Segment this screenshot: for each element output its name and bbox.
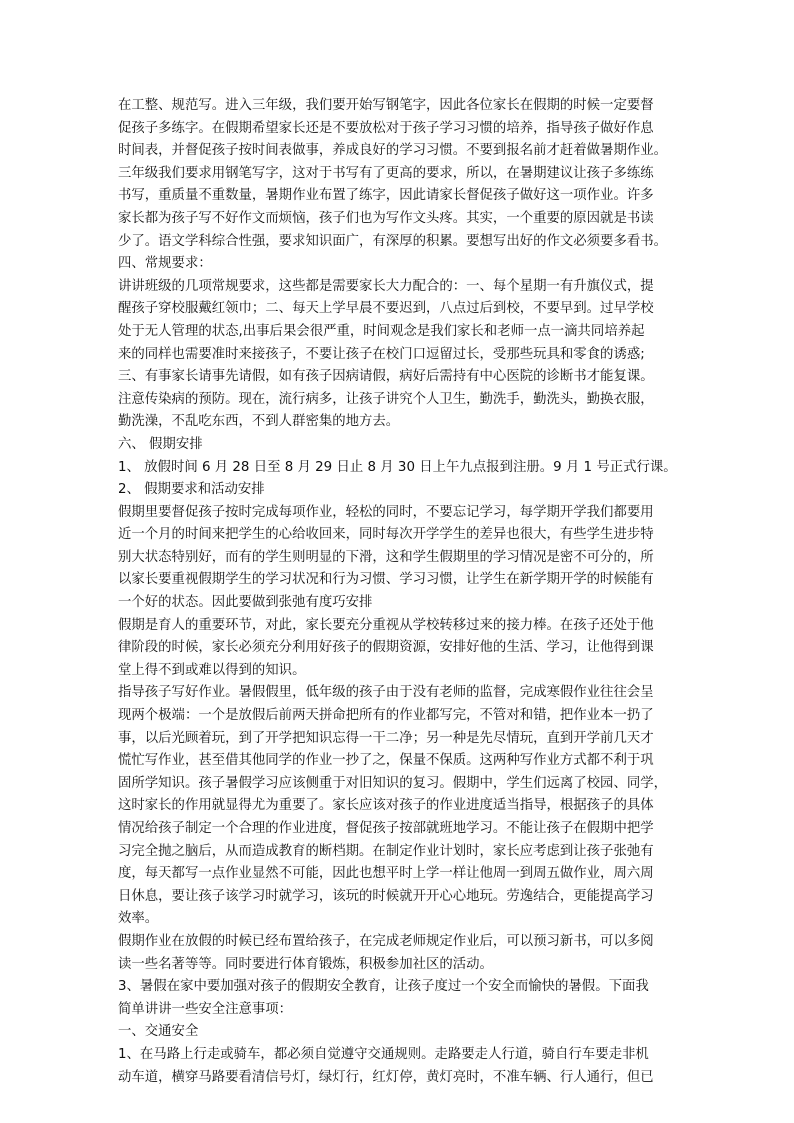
text-line: 在工整、规范写。进入三年级，我们要开始写钢笔字，因此各位家长在假期的时候一定要督 [118, 98, 654, 113]
section-heading: 四、常规要求： [118, 256, 212, 272]
text-line: 假期里要督促孩子按时完成每项作业，轻松的同时，不要忘记学习，每学期开学我们都要用 [118, 504, 654, 520]
text-line: 注意传染病的预防。现在，流行病多，让孩子讲究个人卫生，勤洗手，勤洗头，勤换衣服， [118, 391, 654, 407]
text-line: 慌忙写作业，甚至借其他同学的作业一抄了之，保量不保质。这两种写作业方式都不利于巩 [118, 753, 654, 769]
section-heading: 六、 假期安排 [118, 436, 203, 452]
text-line: 三年级我们要求用钢笔写字，这对于书写有了更高的要求，所以，在暑期建议让孩子多练练 [118, 165, 654, 181]
text-line: 少了。语文学科综合性强，要求知识面广，有深厚的积累。要想写出好的作文必须要多看书。 [118, 233, 668, 249]
text-line: 促孩子多练字。在假期希望家长还是不要放松对于孩子学习习惯的培养，指导孩子做好作息 [118, 120, 654, 136]
text-line: 堂上得不到或难以得到的知识。 [118, 662, 306, 678]
text-line: 事，以后光顾着玩，到了开学把知识忘得一干二净；另一种是先尽情玩，直到开学前几天才 [118, 730, 654, 746]
text-line: 固所学知识。孩子暑假学习应该侧重于对旧知识的复习。假期中，学生们远离了校园、同学， [118, 775, 668, 791]
text-line: 指导孩子写好作业。暑假假里，低年级的孩子由于没有老师的监督，完成寒假作业往往会呈 [118, 685, 654, 701]
text-line: 日休息，要让孩子该学习时就学习，该玩的时候就开开心心地玩。劳逸结合，更能提高学习 [118, 888, 654, 904]
text-line: 近一个月的时间来把学生的心给收回来，同时每次开学学生的差异也很大，有些学生进步特 [118, 527, 654, 543]
text-line: 简单讲讲一些安全注意事项： [118, 1001, 293, 1017]
text-line: 度，每天都写一点作业显然不可能，因此也想平时上学一样让他周一到周五做作业，周六周 [118, 866, 654, 882]
text-line: 书写，重质量不重数量，暑期作业布置了练字，因此请家长督促孩子做好这一项作业。许多 [118, 188, 654, 204]
text-line: 假期是育人的重要环节，对此，家长要充分重视从学校转移过来的接力棒。在孩子还处于他 [118, 617, 654, 633]
text-line: 读一些名著等等。同时要进行体育锻炼，积极参加社区的活动。 [118, 956, 493, 972]
text-line: 3、暑假在家中要加强对孩子的假期安全教育，让孩子度过一个安全而愉快的暑假。下面我 [118, 979, 649, 995]
text-line: 家长都为孩子写不好作文而烦恼，孩子们也为写作文头疼。其实，一个重要的原因就是书读 [118, 210, 654, 226]
text-line: 三、有事家长请事先请假，如有孩子因病请假，病好后需持有中心医院的诊断书才能复课。 [118, 369, 654, 385]
text-line: 习完全抛之脑后，从而造成教育的断档期。在制定作业计划时，家长应考虑到让孩子张弛有 [118, 843, 654, 859]
text-line: 假期作业在放假的时候已经布置给孩子，在完成老师规定作业后，可以预习新书，可以多阅 [118, 933, 654, 949]
text-line: 来的同样也需要准时来接孩子，不要让孩子在校门口逗留过长，受那些玩具和零食的诱惑; [118, 346, 645, 362]
section-heading: 一、交通安全 [118, 1024, 199, 1040]
text-line: 律阶段的时候，家长必须充分利用好孩子的假期资源，安排好他的生活、学习，让他得到课 [118, 640, 654, 656]
text-line: 情况给孩子制定一个合理的作业进度，督促孩子按部就班地学习。不能让孩子在假期中把学 [118, 821, 654, 836]
text-line: 以家长要重视假期学生的学习状况和行为习惯、学习习惯，让学生在新学期开学的时候能有 [118, 572, 654, 588]
document-page [118, 95, 680, 1089]
text-line: 处于无人管理的状态,出事后果会很严重，时间观念是我们家长和老师一点一滴共同培养起 [118, 323, 645, 339]
text-line: 现两个极端：一个是放假后前两天拼命把所有的作业都写完，不管对和错，把作业本一扔了 [118, 708, 654, 724]
text-line: 讲讲班级的几项常规要求，这些都是需要家长大力配合的：一、每个星期一有升旗仪式，提 [118, 278, 654, 294]
text-line: 这时家长的作用就显得尤为重要了。家长应该对孩子的作业进度适当指导，根据孩子的具体 [118, 798, 654, 814]
section-heading: 2、 假期要求和活动安排 [118, 482, 265, 498]
text-line: 一个好的状态。因此要做到张弛有度巧安排 [118, 595, 373, 611]
text-line: 1、 放假时间 6 月 28 日至 8 月 29 日止 8 月 30 日上午九点报到注册。9 月 1 号正式行课。 [118, 459, 677, 475]
text-line: 别大状态特别好，而有的学生则明显的下滑，这和学生假期里的学习情况是密不可分的，所 [118, 549, 654, 565]
text-line: 醒孩子穿校服戴红领巾；二、每天上学早晨不要迟到，八点过后到校，不要早到。过早学校 [118, 301, 654, 317]
text-line: 勤洗澡，不乱吃东西，不到人群密集的地方去。 [118, 414, 400, 430]
text-line: 动车道，横穿马路要看清信号灯，绿灯行，红灯停，黄灯亮时，不准车辆、行人通行，但已 [118, 1069, 654, 1085]
text-line: 时间表，并督促孩子按时间表做事，养成良好的学习习惯。不要到报名前才赶着做暑期作业。 [118, 143, 668, 159]
text-line: 效率。 [118, 911, 159, 927]
text-line: 1、在马路上行走或骑车，都必须自觉遵守交通规则。走路要走人行道，骑自行车要走非机 [118, 1046, 649, 1062]
